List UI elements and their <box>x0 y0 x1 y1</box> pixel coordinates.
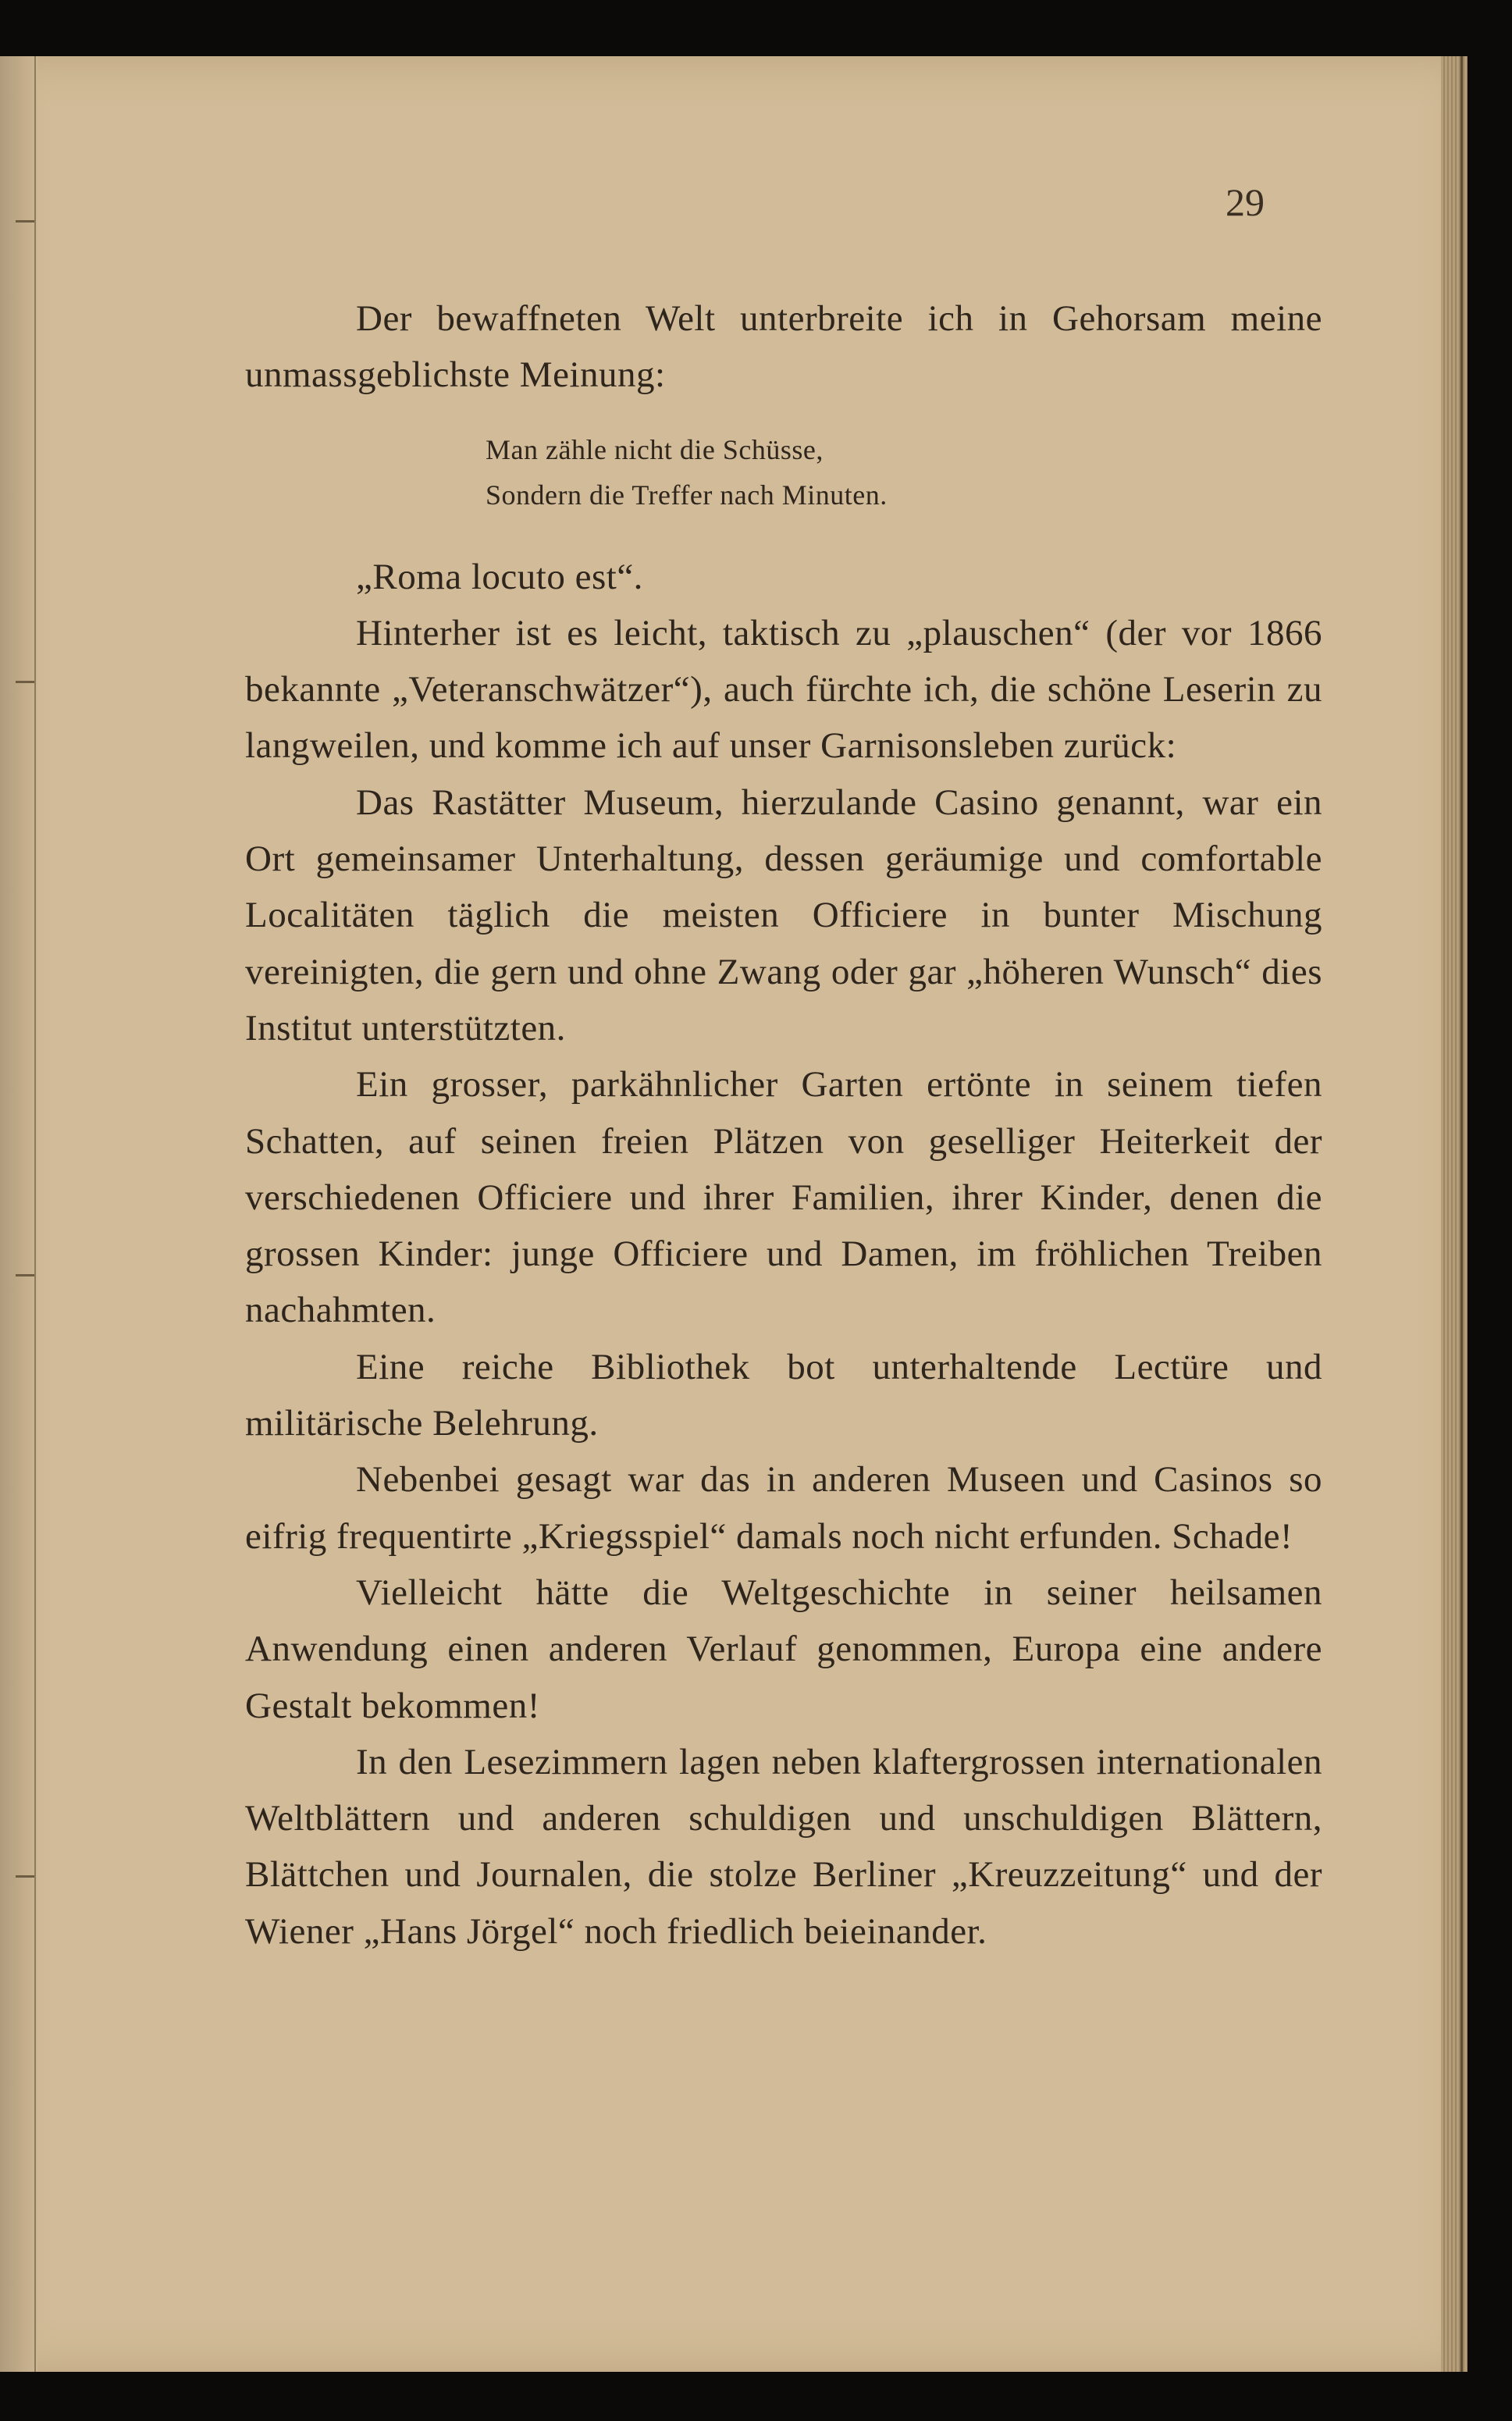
margin-mark <box>16 681 34 683</box>
paragraph: Hinterher ist es leicht, taktisch zu „plauschen“ (der vor 1866 bekannte „Veteranschwätzer“), auch fürchte ich, die schöne Leserin zu langweilen, und komme ich auf unser Garnisonsleben zurück: <box>245 612 1322 767</box>
book-page <box>0 56 1468 2372</box>
paragraph: „Roma locuto est“. <box>356 556 643 597</box>
paragraph: Eine reiche Bibliothek bot unterhaltende Lectüre und militärische Belehrung. <box>245 1346 1322 1444</box>
gutter-line <box>34 56 36 2372</box>
page-number: 29 <box>1226 180 1265 224</box>
paragraph: Nebenbei gesagt war das in anderen Museen und Casinos so eifrig frequentirte „Kriegsspiel“ damals noch nicht erfunden. Schade! <box>245 1459 1322 1557</box>
page-edge-line <box>1460 56 1463 2372</box>
paragraph: In den Lesezimmern lagen neben klaftergrossen internationalen Weltblättern und anderen schuldigen und unschuldigen Blättern, Blättchen und Journalen, die stolze Berliner „Kreuzzeitung“ und der Wiener „Hans Jörgel“ noch friedlich beieinander. <box>245 1741 1322 1952</box>
page-gutter <box>0 56 37 2372</box>
paragraph: Das Rastätter Museum, hierzulande Casino genannt, war ein Ort gemeinsamer Unterhaltung, dessen geräumige und comfortable Localitäten täglich die meisten Officiere in bunter Mischung vereinigten, die gern und ohne Zwang oder gar „höheren Wunsch“ dies Institut unterstützten. <box>245 781 1322 1049</box>
page-edge <box>1441 56 1468 2372</box>
verse-line-1: Man zähle nicht die Schüsse, <box>486 433 824 465</box>
margin-mark <box>16 1274 34 1276</box>
paragraph: Ein grosser, parkähnlicher Garten ertönte in seinem tiefen Schatten, auf seinen freien Plätzen von geselliger Heiterkeit der verschiedenen Officiere und ihrer Familien, ihrer Kinder, denen die grossen Kinder: junge Officiere und Damen, im fröhlichen Treiben nachahmten. <box>245 1064 1322 1331</box>
paragraph: Vielleicht hätte die Weltgeschichte in seiner heilsamen Anwendung einen anderen Verlauf genommen, Europa eine andere Gestalt bekommen! <box>245 1572 1322 1726</box>
verse-line-2: Sondern die Treffer nach Minuten. <box>486 479 888 511</box>
opening-paragraph: Der bewaffneten Welt unterbreite ich in Gehorsam meine unmassgeblichste Meinung: <box>245 298 1322 396</box>
margin-mark <box>16 220 34 223</box>
margin-mark <box>16 1875 34 1878</box>
body-text <box>245 290 1322 1960</box>
verse-quote <box>486 427 1322 518</box>
